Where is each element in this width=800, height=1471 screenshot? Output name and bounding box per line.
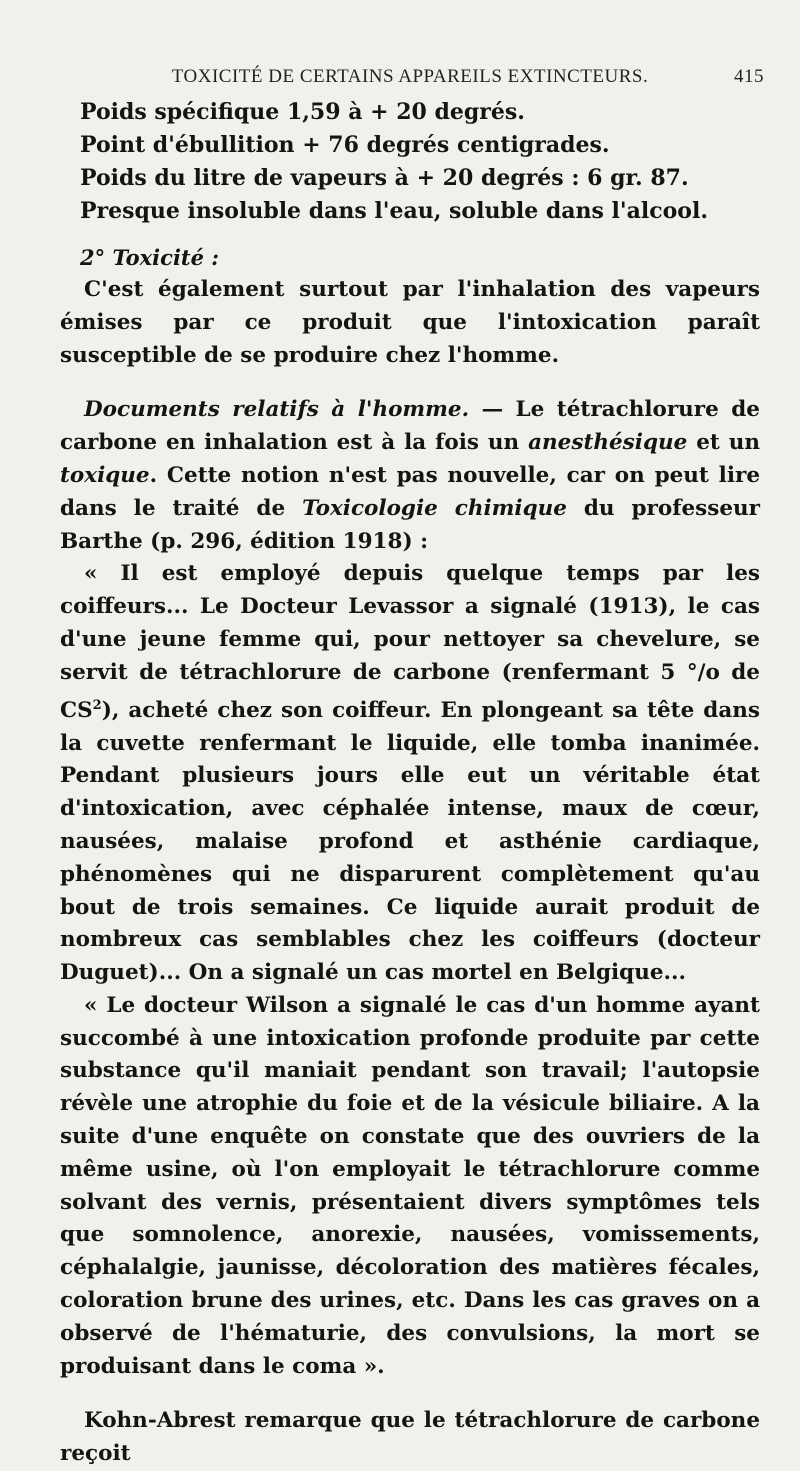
paragraph-text: du professeur Barthe (p. 296, édition 1918) : [60,495,760,554]
running-title: TOXICITÉ DE CERTAINS APPAREILS EXTINCTEURS. [171,66,649,87]
emphasis-toxique: toxique [60,462,150,488]
property-line: Poids du litre de vapeurs à + 20 degrés : 6 gr. 87. [80,165,689,191]
section-title: Toxicité : [112,245,220,270]
property-line: Poids spécifique 1,59 à + 20 degrés. [80,99,525,125]
book-title: Toxicologie chimique [302,495,567,521]
quote-text: ), acheté chez son coiffeur. En plongeant sa tête dans la cuvette renfermant le liquide, elle tomba inanimée. Pendant plusieurs jours elle eut un véritable état d'intoxication, avec céphalée intense, maux de cœur, nausées, malaise profond et asthénie cardiaque, phénomènes qui ne disparurent complètement qu'au bout de trois semaines. Ce liquide aurait produit de nombreux cas semblables chez les coiffeurs (docteur Duguet)... On a signalé un cas mortel en Belgique... [60,697,760,986]
section-number: 2° [80,245,106,270]
properties-list [60,96,760,228]
running-header [60,62,764,96]
paragraph-documents [60,394,760,558]
section-heading [60,242,760,274]
quote-text: « Il est employé depuis quelque temps par les coiffeurs... Le Docteur Levassor a signalé (1913), le cas d'une jeune femme qui, pour nettoyer sa chevelure, se servit de tétrachlorure de carbone (renfermant 5 °/o de CS [60,561,760,723]
paragraph-text: . Cette notion n'est pas nouvelle, car on peut lire dans le traité de [60,462,760,521]
paragraph-text: — Le tétrachlorure de carbone en inhalation est à la fois un [60,397,760,456]
book-page [60,62,764,1471]
quote-levassor [60,558,760,990]
page-number: 415 [734,66,764,87]
paragraph-text: et un [687,430,761,456]
superscript: 2 [92,697,102,713]
property-line: Point d'ébullition + 76 degrés centigrades. [80,132,610,158]
paragraph-inhalation: C'est également surtout par l'inhalation des vapeurs émises par ce produit que l'intoxication paraît susceptible de se produire chez l'homme. [60,277,760,368]
emphasis-anesthesique: anesthésique [528,430,688,456]
quote-wilson: « Le docteur Wilson a signalé le cas d'un homme ayant succombé à une intoxication profonde produite par cette substance qu'il maniait pendant son travail; l'autopsie révèle une atrophie du foie et de la vésicule biliaire. A la suite d'une enquête on constate que des ouvriers de la même usine, où l'on employait le tétrachlorure comme solvant des vernis, présentaient divers symptômes tels que somnolence, anorexie, nausées, vomissements, céphalalgie, jaunisse, décoloration des matières fécales, coloration brune des urines, etc. Dans les cas graves on a observé de l'hématurie, des convulsions, la mort se produisant dans le coma ». [60,992,760,1379]
paragraph-kohn-abrest: Kohn-Abrest remarque que le tétrachlorure de carbone reçoit [60,1408,760,1467]
property-line: Presque insoluble dans l'eau, soluble dans l'alcool. [80,198,708,224]
paragraph-lead: Documents relatifs à l'homme. [84,397,470,423]
